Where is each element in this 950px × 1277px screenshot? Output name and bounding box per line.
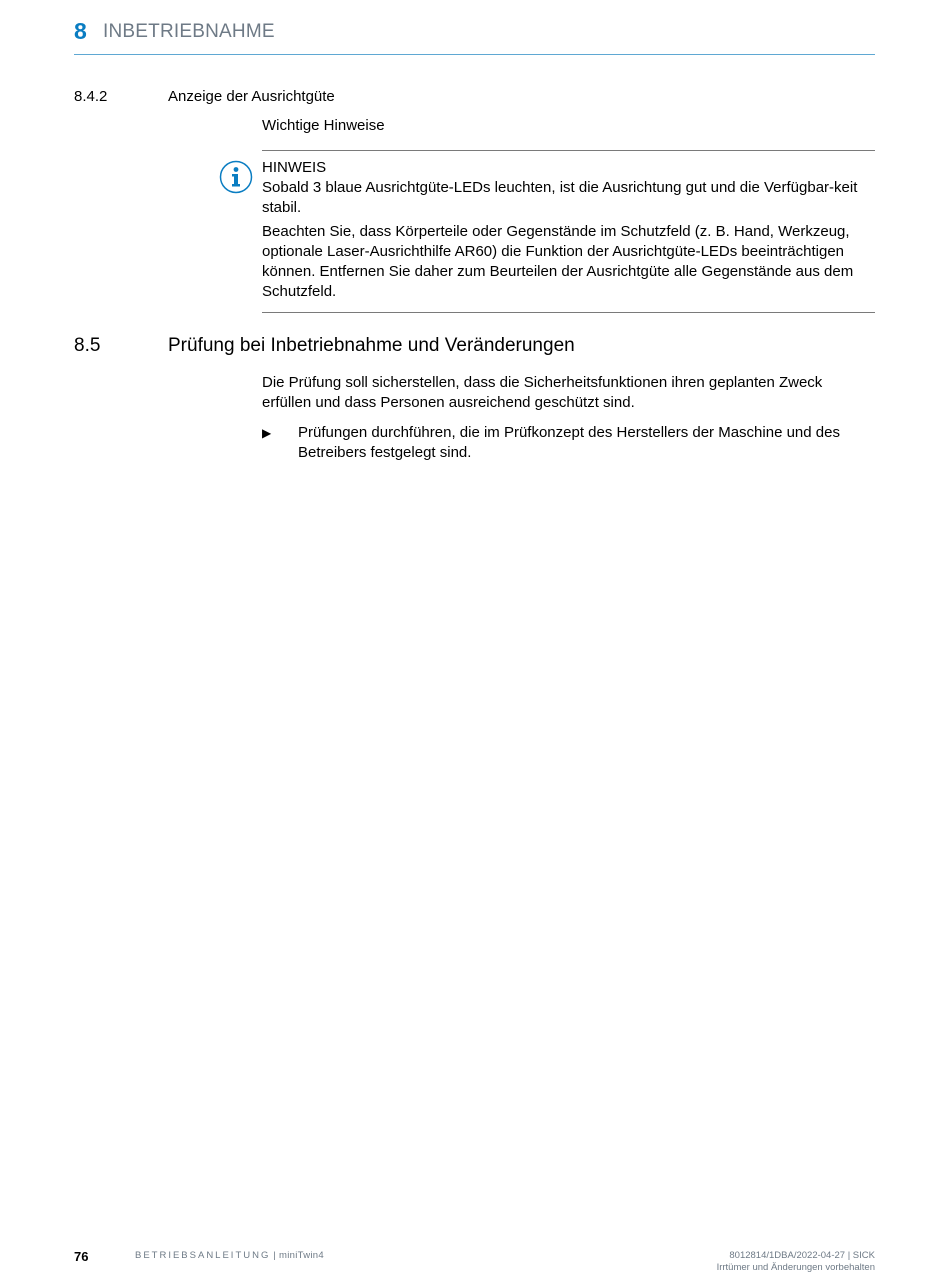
doc-type: BETRIEBSANLEITUNG [135, 1250, 271, 1261]
notice-paragraph: Sobald 3 blaue Ausrichtgüte-LEDs leuchten, ist die Ausrichtung gut und die Verfügbar-keit stabil. [262, 179, 858, 216]
footer-doc-type [135, 1250, 324, 1261]
section-85-body: Die Prüfung soll sicherstellen, dass die Sicherheitsfunktionen ihren geplanten Zweck erfüllen und dass Personen ausreichend geschützt sind. [262, 374, 823, 411]
section-842-number: 8.4.2 [74, 88, 108, 105]
notice-box [262, 150, 875, 313]
chapter-number: 8 [74, 18, 87, 44]
footer-right [717, 1250, 875, 1274]
notice-paragraph: Beachten Sie, dass Körperteile oder Gegenstände im Schutzfeld (z. B. Hand, Werkzeug, optionale Laser-Ausrichthilfe AR60) die Funktion der Ausrichtgüte-LEDs beeinträchtigen können. Entfernen Sie daher zum Beurteilen der Ausrichtgüte alle Gegenstände aus dem Schutzfeld. [262, 223, 854, 300]
list-item-text: Prüfungen durchführen, die im Prüfkonzept des Herstellers der Maschine und des Betreibers festgelegt sind. [298, 424, 840, 461]
disclaimer: Irrtümer und Änderungen vorbehalten [716, 1262, 875, 1273]
section-842-title: Anzeige der Ausrichtgüte [168, 88, 335, 105]
running-header [74, 16, 875, 55]
section-85-number: 8.5 [74, 335, 101, 356]
product-name: miniTwin4 [279, 1250, 324, 1261]
document-id: 8012814/1DBA/2022-04-27 | SICK [729, 1250, 875, 1261]
section-842-subheading: Wichtige Hinweise [262, 117, 385, 134]
triangle-bullet-icon: ▶ [262, 426, 272, 440]
notice-label: HINWEIS [262, 159, 327, 176]
chapter-title: INBETRIEBNAHME [103, 21, 275, 42]
page-number: 76 [74, 1249, 89, 1264]
footer-separator: | [270, 1250, 280, 1261]
info-icon [219, 160, 253, 194]
list-item [262, 423, 875, 463]
section-85-title: Prüfung bei Inbetriebnahme und Veränderungen [168, 335, 575, 356]
